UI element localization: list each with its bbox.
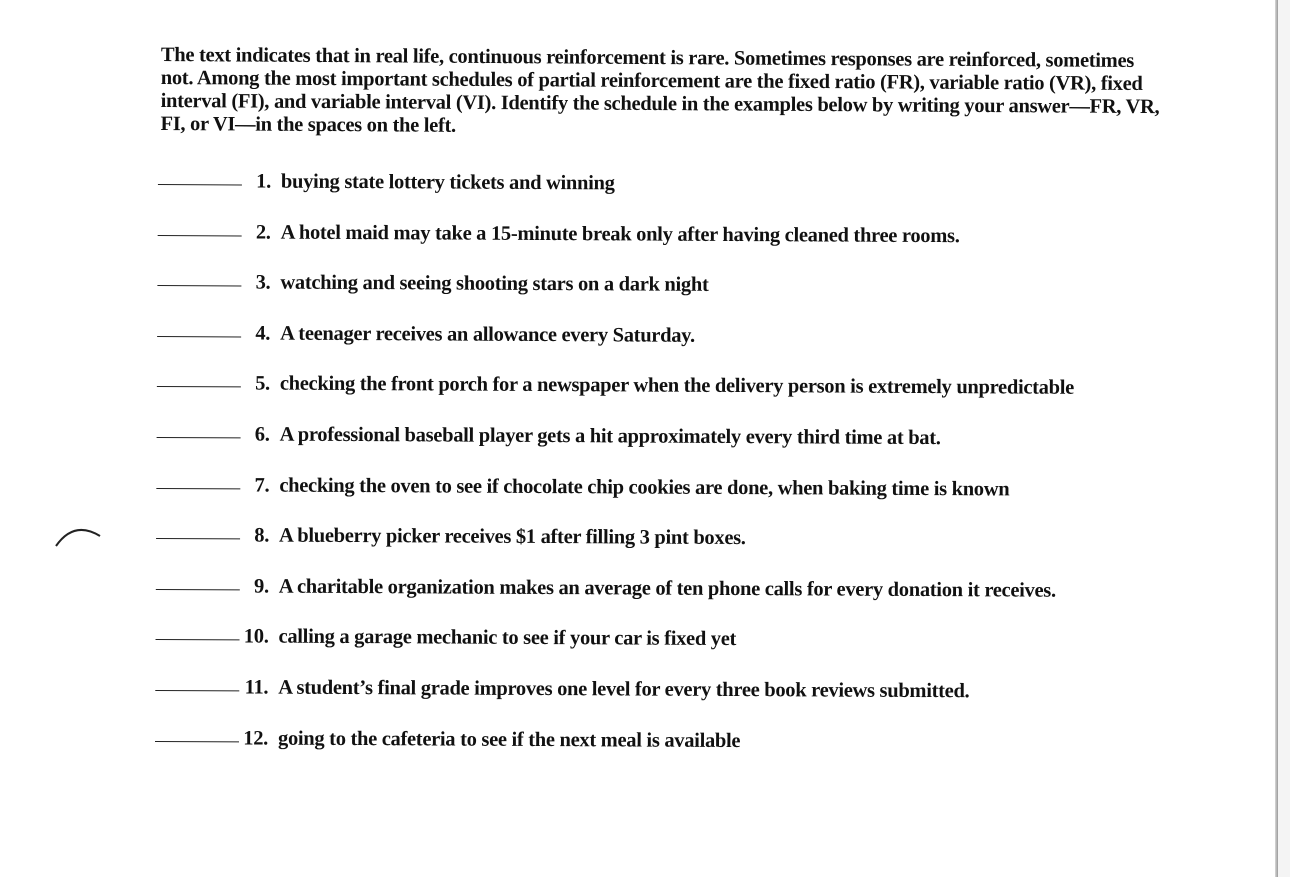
item-number: 1. [256, 170, 271, 193]
answer-blank[interactable] [156, 575, 240, 590]
item-text: checking the oven to see if chocolate chip cookies are done, when baking time is known [279, 474, 1010, 501]
item-number: 11. [244, 676, 269, 699]
answer-blank[interactable] [157, 423, 241, 438]
list-item [155, 625, 1155, 681]
item-text: calling a garage mechanic to see if your car is fixed yet [278, 625, 737, 651]
list-item [156, 474, 1156, 530]
page-edge-shadow [1278, 0, 1290, 877]
answer-blank[interactable] [158, 221, 242, 236]
item-text: A blueberry picker receives $1 after filling 3 pint boxes. [279, 524, 746, 550]
list-item [157, 221, 1157, 277]
answer-blank[interactable] [155, 727, 239, 742]
item-number: 9. [253, 575, 269, 598]
list-item [157, 372, 1157, 428]
answer-blank[interactable] [157, 322, 241, 337]
item-number: 4. [255, 322, 271, 345]
item-number: 10. [243, 625, 269, 648]
item-text: A professional baseball player gets a hit approximately every third time at bat. [279, 423, 941, 450]
instructions-paragraph: The text indicates that in real life, continuous reinforcement is rare. Sometimes responses are reinforced, sometimes not. Among the most important schedules of partial reinforcement are the fixed ratio (FR), variable ratio (VR), fixed interval (FI), and variable interval (VI). Identify the schedule in the examples below by writing your answer—FR, VR, FI, or VI—in the spaces on the left. [160, 44, 1160, 137]
list-item [158, 170, 1158, 226]
item-number: 7. [254, 474, 270, 497]
answer-blank[interactable] [155, 676, 239, 691]
list-item [157, 271, 1157, 327]
item-number: 8. [254, 524, 270, 547]
list-item [156, 524, 1156, 580]
item-text: checking the front porch for a newspaper when the delivery person is extremely unpredictable [279, 373, 1075, 400]
item-number: 12. [243, 726, 269, 750]
answer-blank[interactable] [157, 271, 241, 286]
question-list [155, 170, 1158, 782]
item-number: 6. [254, 423, 270, 446]
item-text: A teenager receives an allowance every Saturday. [280, 322, 695, 347]
item-text: A hotel maid may take a 15-minute break only after having cleaned three rooms. [280, 221, 960, 247]
answer-blank[interactable] [158, 170, 242, 185]
item-number: 2. [255, 221, 271, 244]
item-text: A student’s final grade improves one level for every three book reviews submitted. [278, 676, 970, 703]
item-number: 3. [255, 271, 271, 294]
answer-blank[interactable] [156, 474, 240, 489]
answer-blank[interactable] [156, 524, 240, 539]
list-item [156, 575, 1156, 631]
item-number: 5. [255, 372, 270, 395]
item-text: A charitable organization makes an average of ten phone calls for every donation it receives. [278, 575, 1056, 602]
answer-blank[interactable] [156, 625, 240, 640]
list-item [155, 676, 1155, 732]
list-item [157, 322, 1157, 378]
item-text: buying state lottery tickets and winning [280, 170, 615, 195]
page-edge [1275, 0, 1278, 877]
margin-arc-mark [54, 520, 102, 550]
item-text: watching and seeing shooting stars on a dark night [280, 271, 709, 297]
list-item [155, 727, 1155, 783]
list-item [156, 423, 1156, 479]
item-text: going to the cafeteria to see if the next meal is available [277, 727, 741, 752]
answer-blank[interactable] [157, 372, 241, 387]
